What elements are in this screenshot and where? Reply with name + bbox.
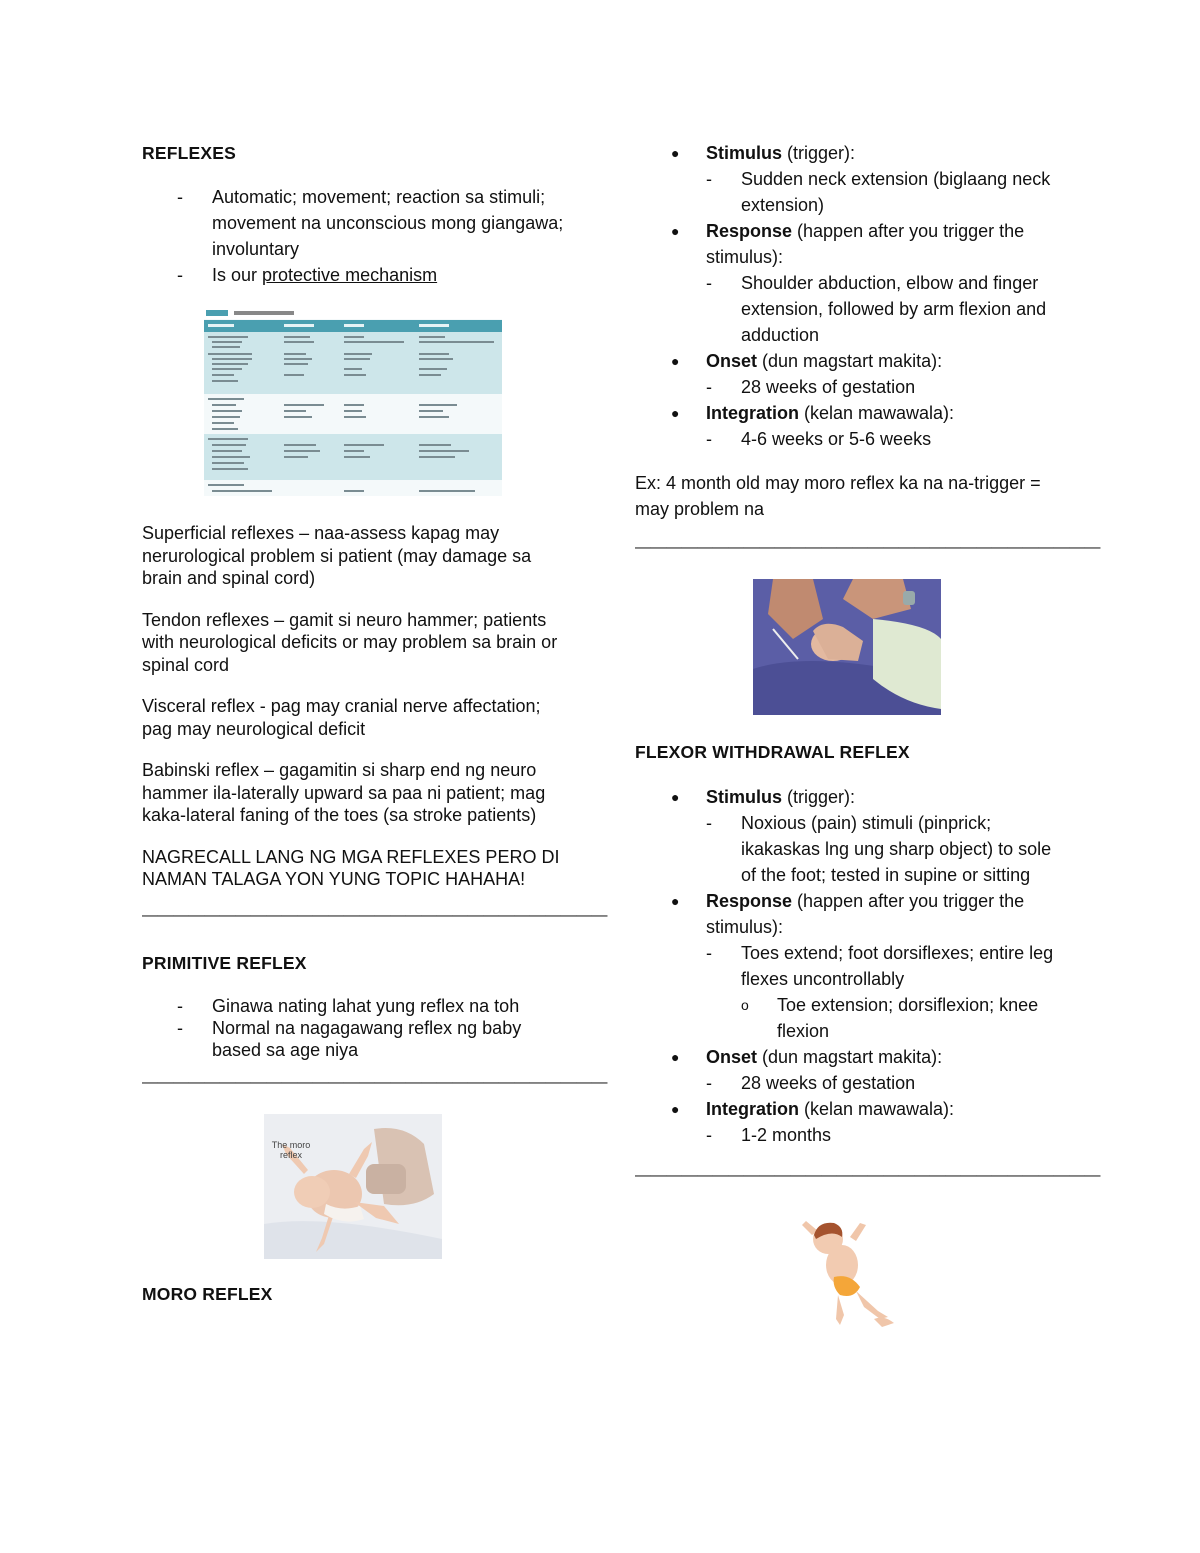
reflexes-heading: REFLEXES	[142, 143, 236, 163]
onset-item: ● Onset (dun magstart makita): - 28 weeks of gestation	[635, 1044, 1060, 1096]
moro-reflex-heading: MORO REFLEX	[142, 1283, 273, 1304]
integration-item: ● Integration (kelan mawawala): - 4-6 weeks or 5-6 weeks	[635, 400, 1060, 452]
babinski-reflex-paragraph: Babinski reflex – gagamitin si sharp end ng neuro hammer ila-laterally upward sa paa ni patient; mag kaka-lateral faning of the toes (sa stroke patients)	[142, 760, 546, 825]
baby-illustration	[798, 1215, 898, 1337]
moro-image-caption: The moro reflex	[271, 1139, 311, 1160]
left-column	[142, 140, 607, 1305]
response-item: ● Response (happen after you trigger the stimulus): - Shoulder abduction, elbow and finger extension, followed by arm flexion and adduction	[635, 218, 1060, 348]
tendon-reflexes-paragraph: Tendon reflexes – gamit si neuro hammer; patients with neurological deficits or may problem sa brain or spinal cord	[142, 609, 558, 675]
primitive-list	[142, 995, 572, 1061]
sub-item: - Noxious (pain) stimuli (pinprick; ikakaskas lng ung sharp object) to sole of the foot; tested in supine or sitting	[706, 813, 1052, 885]
sub-item: - 4-6 weeks or 5-6 weeks	[706, 429, 932, 449]
moro-reflex-image	[264, 1114, 442, 1259]
protective-mechanism-link[interactable]: protective mechanism	[262, 265, 438, 285]
foot-test-photo	[753, 579, 941, 715]
superficial-reflexes-paragraph: Superficial reflexes – naa-assess kapag may nerurological problem si patient (may damage sa brain and spinal cord)	[142, 523, 532, 588]
response-item: ● Response (happen after you trigger the stimulus): - Toes extend; foot dorsiflexes; entire leg flexes uncontrollably o Toe extension; dorsiflexion; knee flexion	[635, 888, 1060, 1044]
sub-item: - 1-2 months	[706, 1125, 832, 1145]
sub-item: - Sudden neck extension (biglaang neck extension)	[706, 169, 1051, 215]
nagrecall-paragraph: NAGRECALL LANG NG MGA REFLEXES PERO DI NAMAN TALAGA YON YUNG TOPIC HAHAHA!	[142, 846, 560, 889]
integration-item: ● Integration (kelan mawawala): - 1-2 months	[635, 1096, 1060, 1148]
list-item: - Ginawa nating lahat yung reflex na toh	[177, 995, 520, 1016]
list-item: - Is our protective mechanism	[177, 265, 438, 285]
moro-details-list	[635, 140, 1060, 452]
sub-item: - 28 weeks of gestation	[706, 1073, 916, 1093]
reflexes-list	[142, 184, 572, 288]
flexor-withdrawal-heading: FLEXOR WITHDRAWAL REFLEX	[635, 742, 910, 762]
primitive-reflex-heading: PRIMITIVE REFLEX	[142, 952, 307, 973]
onset-item: ● Onset (dun magstart makita): - 28 weeks of gestation	[635, 348, 1060, 400]
flexor-details-list	[635, 784, 1060, 1148]
separator-line: ——————————————————————————————	[635, 1167, 1100, 1184]
reflex-table-image	[204, 308, 502, 496]
list-item: - Automatic; movement; reaction sa stimuli; movement na unconscious mong giangawa; involuntary	[177, 187, 564, 259]
separator-line: ——————————————————————————————	[142, 1073, 607, 1091]
sub-sub-item: o Toe extension; dorsiflexion; knee flexion	[741, 995, 1039, 1041]
right-column	[635, 140, 1100, 1337]
visceral-reflex-paragraph: Visceral reflex - pag may cranial nerve affectation; pag may neurological deficit	[142, 696, 541, 739]
separator-line: ——————————————————————————————	[142, 906, 607, 924]
stimulus-item: ● Stimulus (trigger): - Sudden neck extension (biglaang neck extension)	[635, 140, 1060, 218]
sub-item: - 28 weeks of gestation	[706, 377, 916, 397]
sub-item: - Shoulder abduction, elbow and finger extension, followed by arm flexion and adduction	[706, 273, 1047, 345]
sub-item: - Toes extend; foot dorsiflexes; entire leg flexes uncontrollably	[706, 943, 1054, 989]
stimulus-item: ● Stimulus (trigger): - Noxious (pain) stimuli (pinprick; ikakaskas lng ung sharp object) to sole of the foot; tested in supine or sitting	[635, 784, 1060, 888]
separator-line: ——————————————————————————————	[635, 539, 1100, 556]
example-paragraph: Ex: 4 month old may moro reflex ka na na-trigger = may problem na	[635, 473, 1041, 519]
list-item: - Normal na nagagawang reflex ng baby based sa age niya	[177, 1017, 522, 1060]
